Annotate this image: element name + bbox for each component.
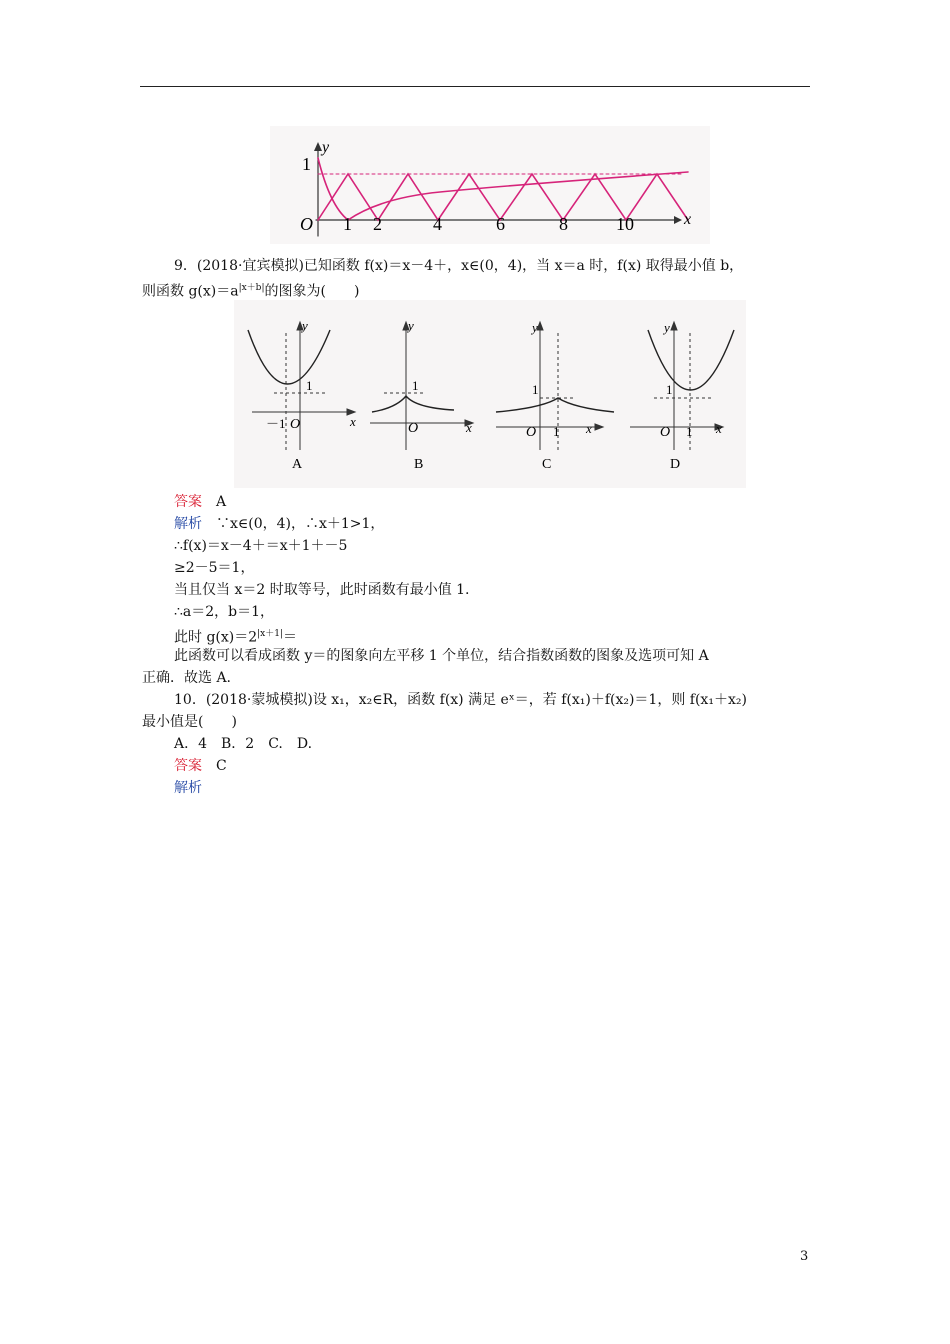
analysis9-row3: ≥2－5＝1， bbox=[174, 560, 255, 576]
panel-d-x: x bbox=[716, 421, 722, 436]
panel-b-x: x bbox=[466, 420, 472, 435]
analysis10-label: 解析 bbox=[174, 780, 202, 796]
panel-c-one-x: 1 bbox=[553, 424, 560, 439]
panel-a-one: 1 bbox=[306, 378, 313, 393]
analysis9-row6: 此时 $g(x)=2^{|x+1|}=$ bbox=[174, 629, 298, 646]
figure-periodic-graph bbox=[270, 126, 710, 244]
panel-c-one: 1 bbox=[532, 382, 539, 397]
panel-b-origin: O bbox=[408, 421, 419, 436]
q10-line1: 10．(2018·蒙城模拟)设 x₁，x₂∈R，函数 f(x) 满足 eˣ＝，若 f(x₁)＋f(x₂)＝1，则 f(x₁＋x₂) bbox=[174, 692, 747, 708]
panel-a-y: y bbox=[302, 318, 308, 333]
fig1-x-tick: 6 bbox=[496, 214, 505, 234]
panel-d-one: 1 bbox=[666, 382, 673, 397]
fig1-x-tick: 1 bbox=[343, 214, 352, 234]
panel-d-label: D bbox=[670, 457, 681, 472]
panel-d-y: y bbox=[664, 320, 670, 335]
answer-label: 答案 bbox=[174, 758, 202, 774]
fig1-x-tick: 2 bbox=[373, 214, 382, 234]
answer-value: C bbox=[216, 758, 227, 774]
panel-b-y: y bbox=[408, 318, 414, 333]
fig1-x-tick: 8 bbox=[559, 214, 568, 234]
answer-label: 答案 bbox=[174, 494, 202, 510]
panel-c-origin: O bbox=[526, 425, 537, 440]
header-rule bbox=[140, 86, 810, 87]
panel-d-one-x: 1 bbox=[686, 424, 693, 439]
fig1-x-label: x bbox=[684, 211, 692, 228]
panel-a-neg: －1 bbox=[266, 416, 286, 431]
fig1-x-tick: 4 bbox=[433, 214, 442, 234]
q10-options: A．4 B．2 C. D. bbox=[174, 736, 313, 752]
fig1-x-tick: 10 bbox=[616, 214, 634, 234]
answer-value: A bbox=[216, 494, 227, 510]
q9-line2: 则函数 $g(x)=a^{|x+b|}$的图象为( ) bbox=[142, 283, 360, 300]
panel-d-origin: O bbox=[660, 425, 671, 440]
fig1-y-label: y bbox=[322, 139, 330, 156]
answer10-row bbox=[174, 756, 227, 776]
q10-line2: 最小值是( ) bbox=[142, 714, 237, 730]
curve-decreasing bbox=[318, 158, 348, 220]
panel-b-label: B bbox=[414, 457, 424, 472]
q9-line1: 9．(2018·宜宾模拟)已知函数 f(x)＝x－4＋，x∈(0，4)，当 x＝a 时，f(x) 取得最小值 b， bbox=[174, 258, 744, 274]
panel-c-y: y bbox=[532, 320, 538, 335]
panel-c-x: x bbox=[586, 421, 592, 436]
analysis9-row5: ∴a＝2，b＝1， bbox=[174, 604, 275, 620]
panel-b-one: 1 bbox=[412, 378, 419, 393]
panel-c-label: C bbox=[542, 457, 552, 472]
panel-a-label: A bbox=[292, 457, 303, 472]
fig1-y-tick: 1 bbox=[302, 154, 311, 174]
analysis9-row2: ∴f(x)＝x－4＋＝x＋1＋－5 bbox=[174, 538, 348, 554]
panel-a-x: x bbox=[350, 414, 356, 429]
page-number: 3 bbox=[800, 1249, 809, 1264]
panel-a-origin: O bbox=[290, 417, 301, 432]
curve-log bbox=[348, 172, 688, 220]
analysis9-row4: 当且仅当 x＝2 时取等号，此时函数有最小值 1. bbox=[174, 582, 470, 598]
analysis-label: 解析 bbox=[174, 516, 202, 532]
analysis9-row7: 此函数可以看成函数 y＝的图象向左平移 1 个单位，结合指数函数的图象及选项可知 A bbox=[174, 648, 709, 664]
fig1-origin: O bbox=[300, 214, 313, 234]
analysis9-row1: 解析 ∵x∈(0，4)，∴x＋1>1， bbox=[174, 516, 385, 532]
figure-options bbox=[234, 300, 746, 488]
analysis9-row8: 正确．故选 A. bbox=[142, 670, 232, 686]
answer9-row bbox=[174, 492, 226, 512]
